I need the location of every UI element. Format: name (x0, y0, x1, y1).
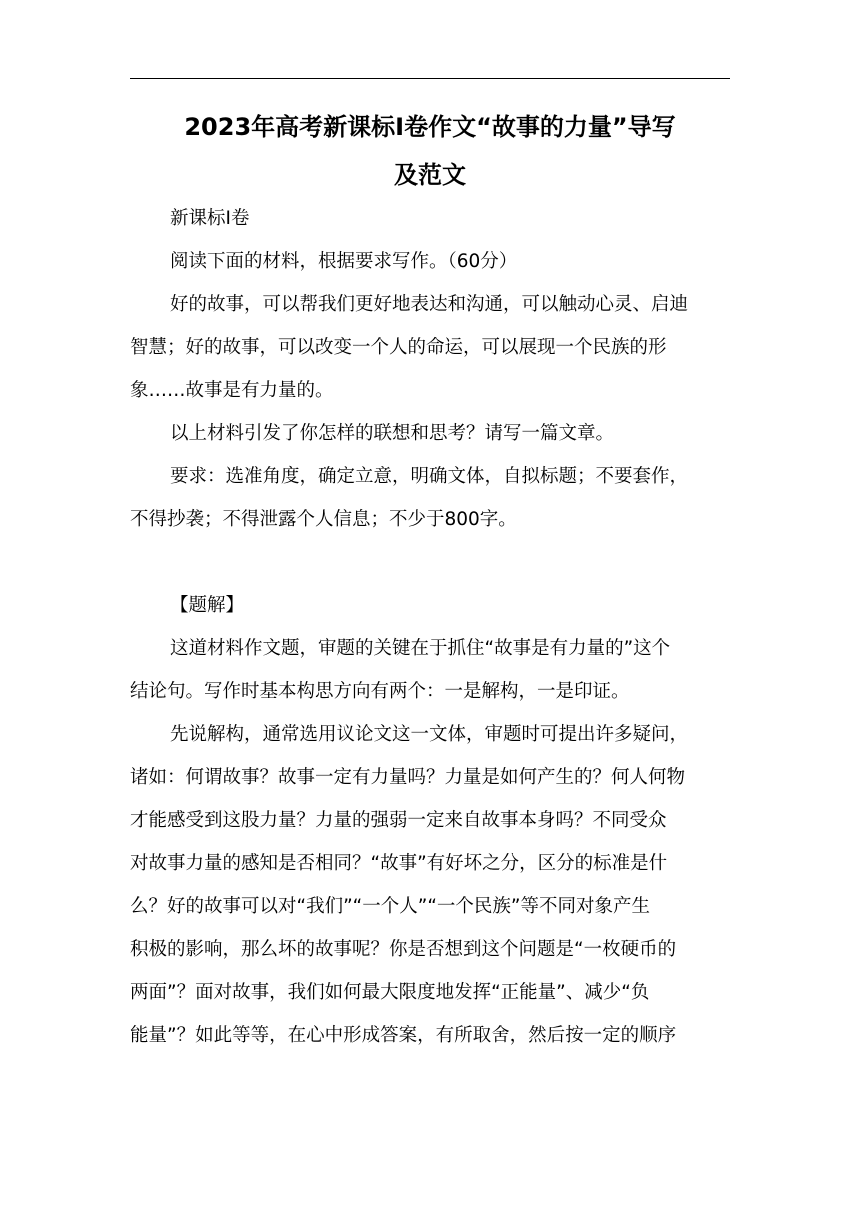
prompt-line: 以上材料引发了你怎样的联想和思考？请写一篇文章。 (170, 423, 615, 444)
instruction-line: 阅读下面的材料，根据要求写作。（60分） (170, 251, 518, 272)
analysis-line-2: 结论句。写作时基本构思方向有两个：一是解构，一是印证。 (130, 681, 630, 702)
material-line-1: 好的故事，可以帮我们更好地表达和沟通，可以触动心灵、启迪 (170, 294, 689, 315)
analysis-line-10: 能量”？如此等等，在心中形成答案，有所取舍，然后按一定的顺序 (130, 1025, 677, 1046)
title-line-2: 及范文 (394, 161, 466, 189)
title-line-1: 2023年高考新课标Ⅰ卷作文“故事的力量”导写 (184, 113, 676, 141)
document-title (130, 103, 730, 199)
analysis-line-5: 才能感受到这股力量？力量的强弱一定来自故事本身吗？不同受众 (130, 810, 667, 831)
blank-line (130, 541, 730, 584)
requirements-line-1: 要求：选准角度，确定立意，明确文体，自拟标题；不要套作， (170, 466, 689, 487)
analysis-line-6: 对故事力量的感知是否相同？“故事”有好坏之分，区分的标准是什 (130, 853, 668, 874)
document-body (130, 197, 730, 1057)
analysis-line-4: 诸如：何谓故事？故事一定有力量吗？力量是如何产生的？何人何物 (130, 767, 686, 788)
material-line-3: 象……故事是有力量的。 (130, 380, 334, 401)
requirements-line-2: 不得抄袭；不得泄露个人信息；不少于800字。 (130, 509, 517, 530)
analysis-line-9: 两面”？面对故事，我们如何最大限度地发挥“正能量”、减少“负 (130, 982, 650, 1003)
analysis-line-1: 这道材料作文题，审题的关键在于抓住“故事是有力量的”这个 (170, 638, 671, 659)
analysis-line-3: 先说解构，通常选用议论文这一文体，审题时可提出许多疑问， (170, 724, 689, 745)
analysis-line-7: 么？好的故事可以对“我们”“一个人”“一个民族”等不同对象产生 (130, 896, 651, 917)
analysis-line-8: 积极的影响，那么坏的故事呢？你是否想到这个问题是“一枚硬币的 (130, 939, 677, 960)
material-line-2: 智慧；好的故事，可以改变一个人的命运，可以展现一个民族的形 (130, 337, 667, 358)
header-rule (130, 78, 730, 79)
section-heading-tijie: 【题解】 (170, 595, 245, 616)
paper-label: 新课标Ⅰ卷 (170, 208, 250, 229)
